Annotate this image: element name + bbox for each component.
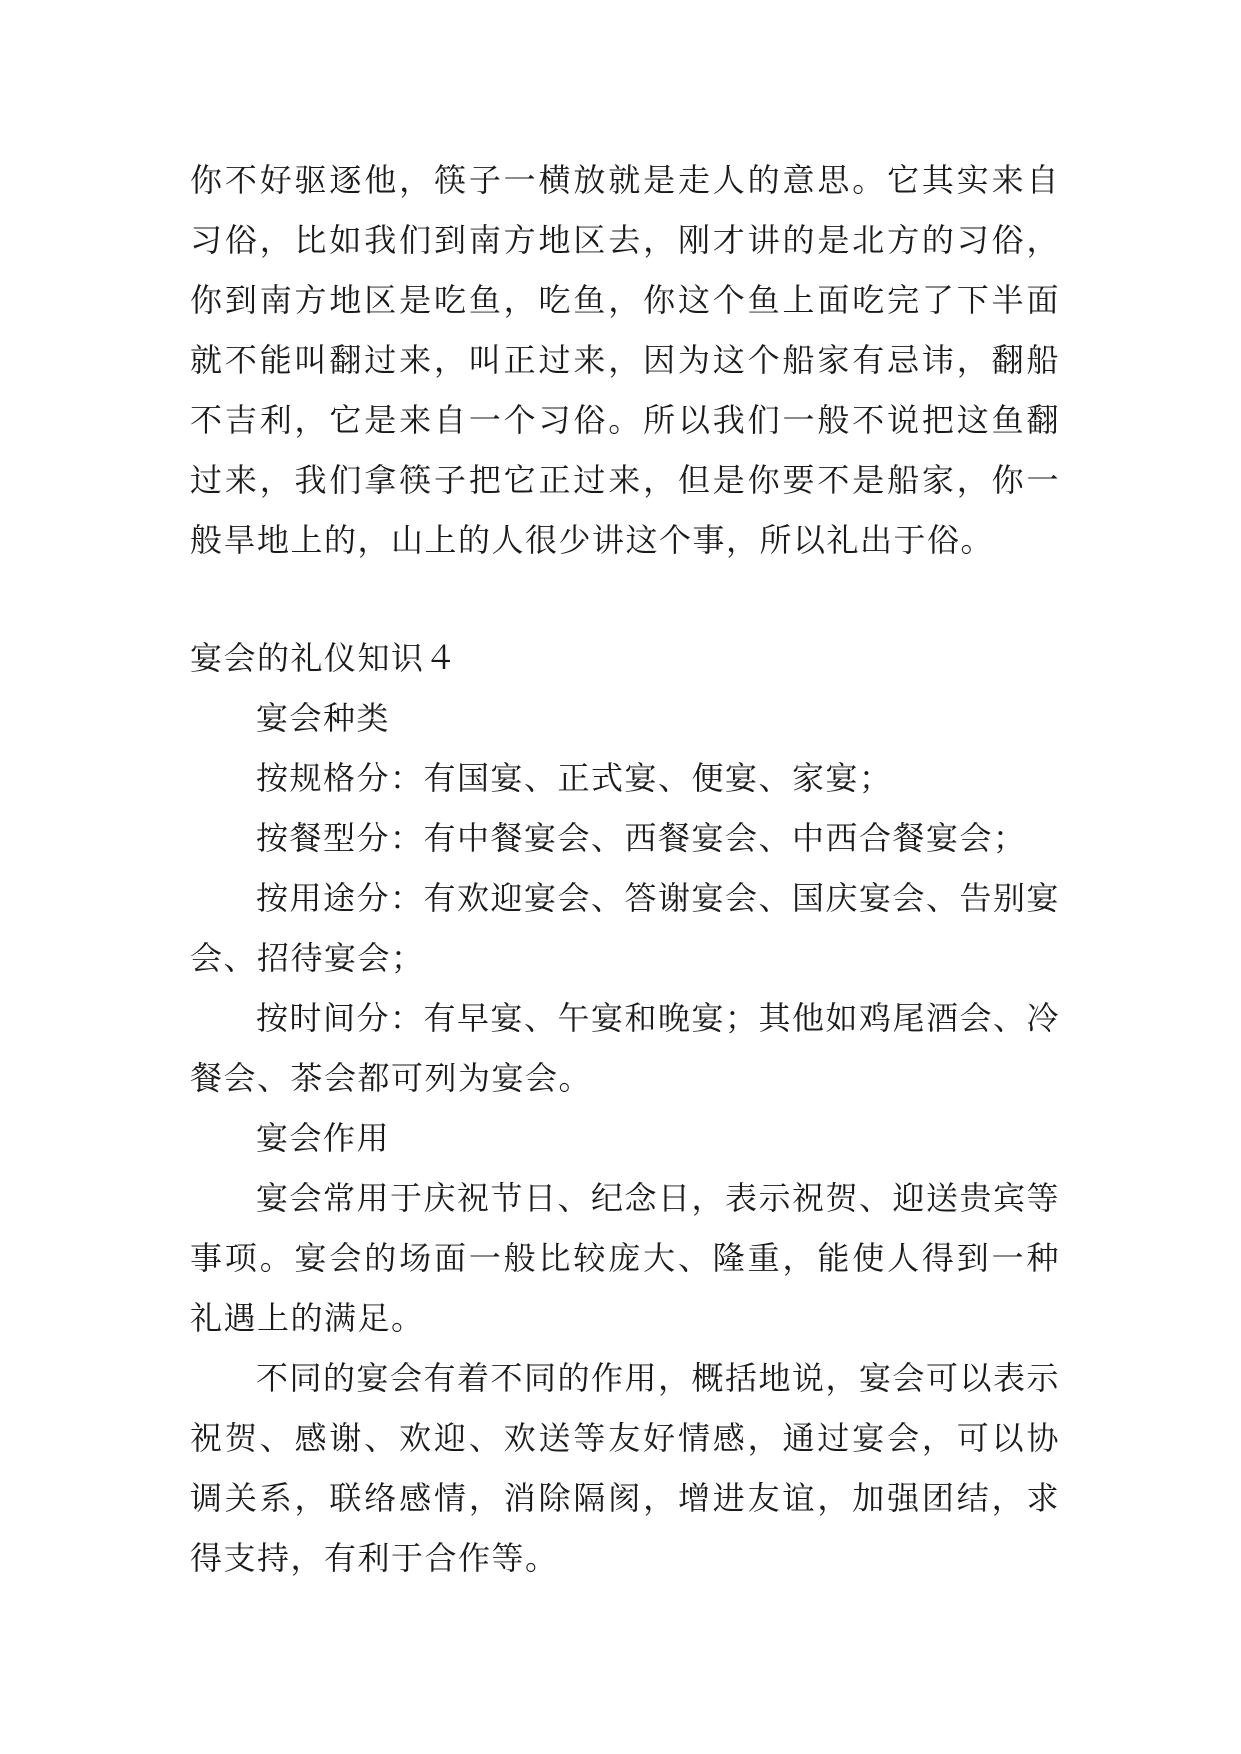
section-title: 宴会的礼仪知识４ [190, 639, 459, 677]
intro-paragraph: 你不好驱逐他，筷子一横放就是走人的意思。它其实来自习俗，比如我们到南方地区去，刚才讲的是北方的习俗，你到南方地区是吃鱼，吃鱼，你这个鱼上面吃完了下半面就不能叫翻过来，叫正过来，因为这个船家有忌讳，翻船不吉利，它是来自一个习俗。所以我们一般不说把这鱼翻过来，我们拿筷子把它正过来，但是你要不是船家，你一般旱地上的，山上的人很少讲这个事，所以礼出于俗。 [190, 161, 1060, 559]
subheading-banquet-function: 宴会作用 [256, 1119, 391, 1157]
paragraph-function-2: 不同的宴会有着不同的作用，概括地说，宴会可以表示祝贺、感谢、欢迎、欢送等友好情感，通过宴会，可以协调关系，联络感情，消除隔阂，增进友谊，加强团结，求得支持，有利于合作等。 [190, 1359, 1061, 1577]
paragraph-function-1: 宴会常用于庆祝节日、纪念日，表示祝贺、迎送贵宾等事项。宴会的场面一般比较庞大、隆重，能使人得到一种礼遇上的满足。 [190, 1179, 1061, 1337]
paragraph-by-scale: 按规格分：有国宴、正式宴、便宴、家宴； [256, 759, 893, 797]
paragraph-by-time: 按时间分：有早宴、午宴和晚宴；其他如鸡尾酒会、冷餐会、茶会都可列为宴会。 [190, 999, 1061, 1097]
paragraph-by-meal-type: 按餐型分：有中餐宴会、西餐宴会、中西合餐宴会； [256, 819, 1027, 857]
paragraph-by-purpose: 按用途分：有欢迎宴会、答谢宴会、国庆宴会、告别宴会、招待宴会； [190, 879, 1061, 977]
document-page [190, 150, 1060, 1588]
subheading-banquet-types: 宴会种类 [256, 699, 391, 737]
